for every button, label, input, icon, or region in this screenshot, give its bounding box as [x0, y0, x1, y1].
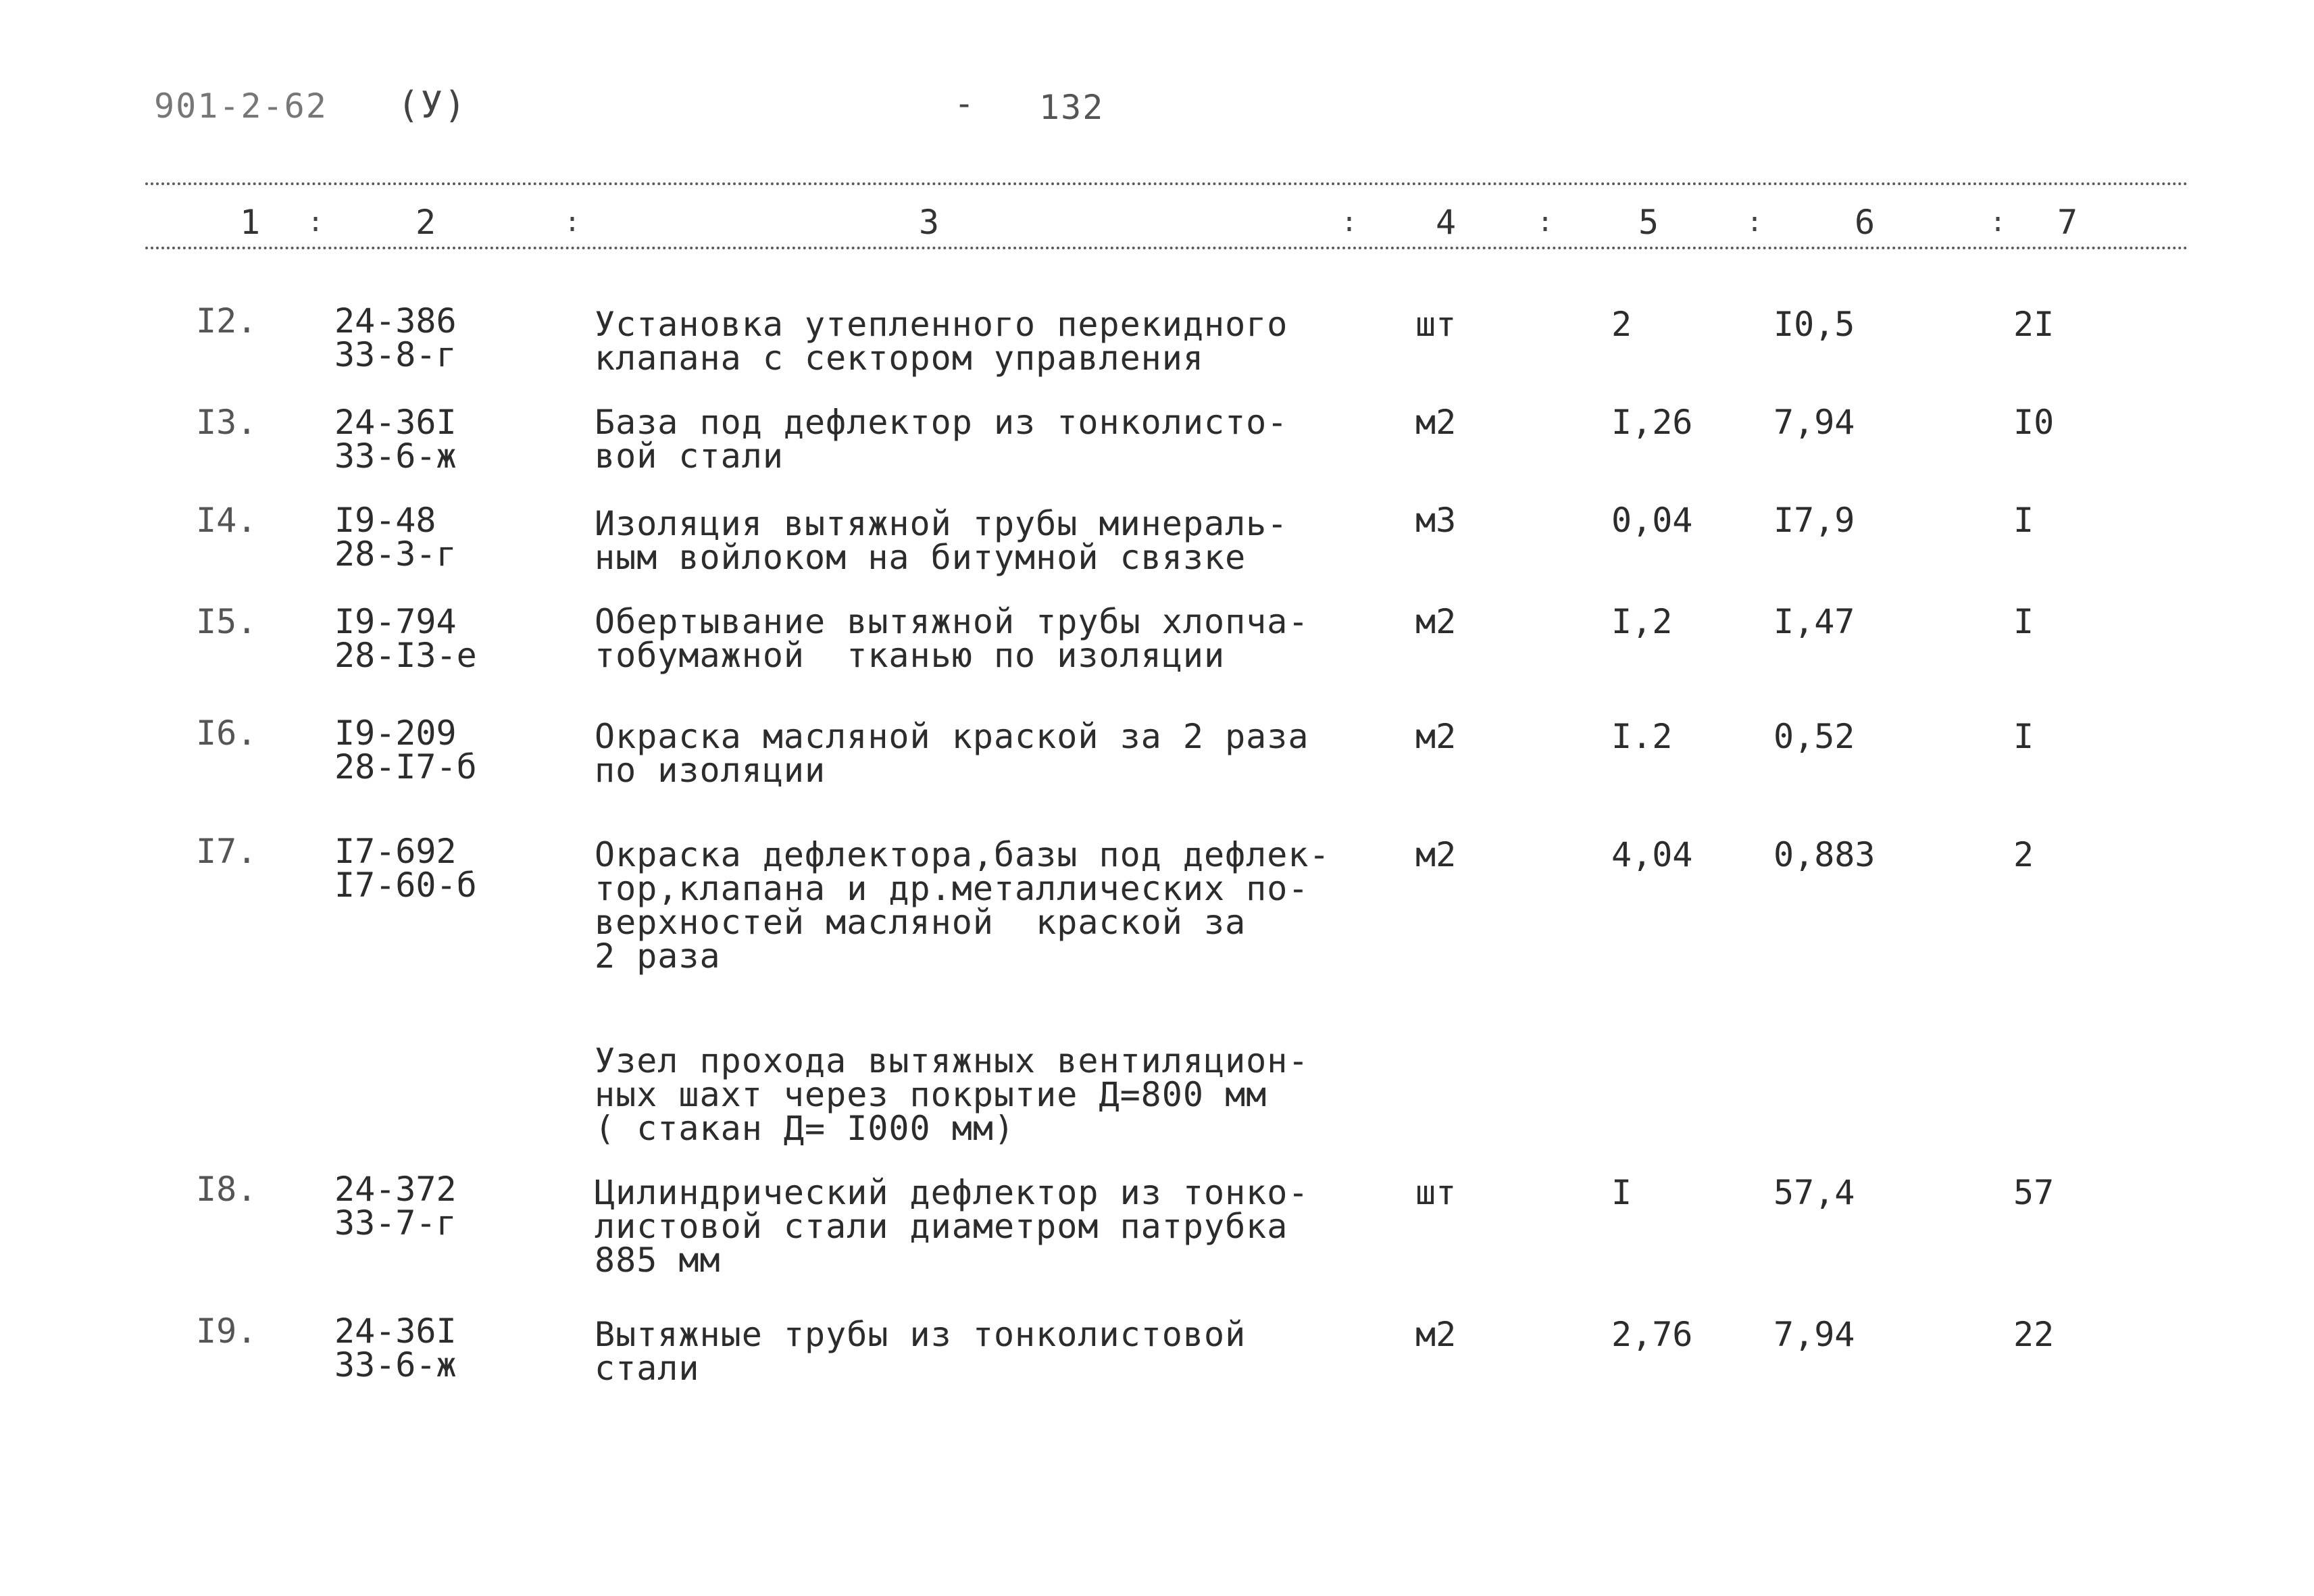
norm-code: I9-794 [334, 602, 457, 641]
row-number: I5. [196, 602, 257, 641]
row-number: I9. [196, 1312, 257, 1351]
column-separator: : [564, 207, 581, 238]
document-variant: (У) [397, 84, 468, 126]
work-description: по изоляции [595, 751, 826, 790]
work-description: Вытяжные трубы из тонколистовой [595, 1315, 1247, 1354]
norm-code: 24-36I [334, 403, 457, 442]
unit-price: 7,94 [1774, 403, 1855, 442]
column-separator: : [307, 207, 324, 238]
norm-code: 33-6-ж [334, 1345, 457, 1385]
norm-code: 24-36I [334, 1312, 457, 1351]
page-number-dash: - [954, 84, 976, 123]
total-cost: I [2013, 602, 2034, 641]
unit-price: I7,9 [1774, 501, 1855, 540]
column-header-6: 6 [1855, 203, 1876, 242]
work-description: Изоляция вытяжной трубы минераль- [595, 504, 1288, 543]
work-description: верхностей масляной краской за [595, 903, 1247, 942]
row-number: I6. [196, 714, 257, 753]
norm-code: 28-I7-б [334, 747, 477, 787]
total-cost: 2 [2013, 835, 2034, 874]
unit-price: 57,4 [1774, 1173, 1855, 1212]
norm-code: I7-60-б [334, 866, 477, 905]
column-header-4: 4 [1436, 203, 1457, 242]
section-heading-line: ( стакан Д= I000 мм) [595, 1109, 1015, 1148]
row-number: I7. [196, 832, 257, 871]
norm-code: 33-6-ж [334, 437, 457, 476]
unit-price: I,47 [1774, 602, 1855, 641]
column-header-2: 2 [416, 203, 436, 242]
quantity: 4,04 [1611, 835, 1693, 874]
norm-code: I9-48 [334, 501, 436, 540]
column-separator: : [1990, 207, 2007, 238]
column-separator: : [1341, 207, 1358, 238]
row-number: I8. [196, 1170, 257, 1209]
column-header-1: 1 [240, 203, 261, 242]
quantity: I,2 [1611, 602, 1673, 641]
total-cost: 2I [2013, 305, 2055, 344]
unit-price: 7,94 [1774, 1315, 1855, 1354]
row-number: I4. [196, 501, 257, 540]
work-description: База под дефлектор из тонколисто- [595, 403, 1288, 442]
work-description: тобумажной тканью по изоляции [595, 636, 1226, 675]
norm-code: I7-692 [334, 832, 457, 871]
unit: м2 [1415, 403, 1457, 442]
work-description: Окраска дефлектора,базы под дефлек- [595, 835, 1330, 874]
norm-code: 24-372 [334, 1170, 457, 1209]
column-header-5: 5 [1638, 203, 1659, 242]
total-cost: 57 [2013, 1173, 2055, 1212]
work-description: Обертывание вытяжной трубы хлопча- [595, 602, 1309, 641]
document-code: 901-2-62 [154, 86, 328, 126]
page-number: 132 [1039, 88, 1105, 127]
row-number: I2. [196, 301, 257, 341]
total-cost: I0 [2013, 403, 2055, 442]
work-description: 885 мм [595, 1241, 721, 1280]
unit: шт [1415, 1173, 1457, 1212]
total-cost: 22 [2013, 1315, 2055, 1354]
norm-code: 33-8-г [334, 335, 457, 374]
work-description: клапана с сектором управления [595, 339, 1204, 378]
column-header-3: 3 [919, 203, 940, 242]
unit: м2 [1415, 835, 1457, 874]
work-description: стали [595, 1349, 700, 1388]
norm-code: 28-I3-е [334, 636, 477, 675]
norm-code: 33-7-г [334, 1203, 457, 1243]
unit: м3 [1415, 501, 1457, 540]
norm-code: I9-209 [334, 714, 457, 753]
work-description: 2 раза [595, 937, 721, 976]
unit-price: 0,883 [1774, 835, 1876, 874]
work-description: Окраска масляной краской за 2 раза [595, 717, 1309, 756]
unit: шт [1415, 305, 1457, 344]
quantity: I,26 [1611, 403, 1693, 442]
unit: м2 [1415, 602, 1457, 641]
section-heading-line: Узел прохода вытяжных вентиляцион- [595, 1041, 1309, 1080]
norm-code: 28-3-г [334, 534, 457, 574]
unit: м2 [1415, 1315, 1457, 1354]
table-header-rule [145, 247, 2189, 249]
quantity: I [1611, 1173, 1632, 1212]
section-heading-line: ных шахт через покрытие Д=800 мм [595, 1075, 1267, 1114]
quantity: 0,04 [1611, 501, 1693, 540]
work-description: ным войлоком на битумной связке [595, 538, 1247, 577]
work-description: листовой стали диаметром патрубка [595, 1207, 1288, 1246]
total-cost: I [2013, 501, 2034, 540]
column-separator: : [1537, 207, 1554, 238]
total-cost: I [2013, 717, 2034, 756]
work-description: тор,клапана и др.металлических по- [595, 869, 1309, 908]
unit: м2 [1415, 717, 1457, 756]
column-separator: : [1746, 207, 1763, 238]
quantity: I.2 [1611, 717, 1673, 756]
work-description: Установка утепленного перекидного [595, 305, 1288, 344]
unit-price: I0,5 [1774, 305, 1855, 344]
table-top-rule [145, 182, 2189, 185]
row-number: I3. [196, 403, 257, 442]
quantity: 2,76 [1611, 1315, 1693, 1354]
norm-code: 24-386 [334, 301, 457, 341]
quantity: 2 [1611, 305, 1632, 344]
unit-price: 0,52 [1774, 717, 1855, 756]
column-header-7: 7 [2057, 203, 2078, 242]
work-description: вой стали [595, 437, 784, 476]
work-description: Цилиндрический дефлектор из тонко- [595, 1173, 1309, 1212]
